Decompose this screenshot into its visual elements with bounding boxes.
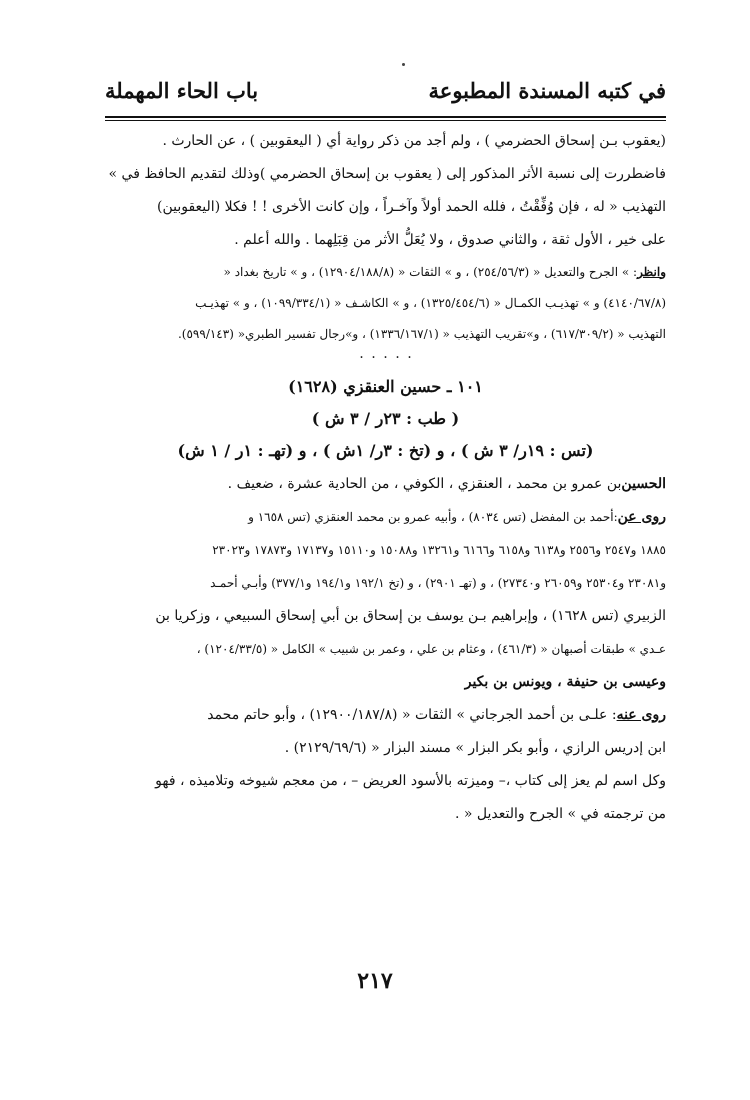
entry-description bbox=[105, 467, 666, 500]
narrated-by-label: روى عنه bbox=[616, 706, 666, 723]
narrated-from-line: الزبيري (تس ١٦٢٨) ، وإبراهيم بـن يوسف بن إسحاق بن أبي إسحاق السبيعي ، وزكريا بن bbox=[155, 607, 666, 624]
closing-line: من ترجمته في » الجرح والتعديل « . bbox=[454, 805, 666, 822]
narrated-from-line: وعيسى بن حنيفة ، ويونس بن بكير bbox=[464, 673, 666, 690]
narrated-from-label: روى عن bbox=[617, 508, 666, 525]
narrated-from-line: ١٨٨٥ و٢٥٤٧ و٢٥٥٦ و٦١٣٨ و٦١٥٨ و٦١٦٦ و١٣٢٦١ و١٥٠٨٨ و١٥١١٠ و١٧١٣٧ و١٧٨٧٣ و٢٣٠٢٣ bbox=[212, 542, 666, 557]
narrated-from-line: و٢٣٠٨١ و٢٥٣٠٤ و٢٦٠٥٩ و٢٧٣٤٠) ، و (تهـ ٢٩٠١) ، و (تخ ١٩٢/١ و١٩٤/١ و٣٧٧/١) وأبـي أحمـد bbox=[210, 575, 666, 590]
references-label: وانظر bbox=[637, 264, 666, 279]
entry-codes-primary: ( طب : ٢٣ر / ٣ ش ) bbox=[311, 409, 460, 428]
intro-line: فاضطررت إلى نسبة الأثر المذكور إلى ( يعقوب بن إسحاق الحضرمي )وذلك لتقديم الحافظ في » bbox=[108, 165, 666, 182]
intro-line: (يعقوب بـن إسحاق الحضرمي ) ، ولم أجد من ذكر رواية أي ( اليعقوبين ) ، عن الحارث . bbox=[162, 132, 666, 149]
intro-line: التهذيب « له ، فإن وُفِّقْتُ ، فلله الحمد أولاً وآخـراً ، وإن كانت الأخرى ! ! فكلا (اليعقوبين) bbox=[157, 198, 666, 215]
narrated-by-line: ابن إدريس الرازي ، وأبو بكر البزار » مسند البزار « (٢١٢٩/٦٩/٦) . bbox=[284, 739, 666, 756]
references-text: : » الجرح والتعديل « (٢٥٤/٥٦/٣) ، و » الثقات « (١٢٩٠٤/١٨٨/٨) ، و » تاريخ بغداد « bbox=[223, 264, 638, 279]
entry-title: ١٠١ ـ حسين العنقزي (١٦٢٨) bbox=[288, 377, 483, 396]
narrated-by-line bbox=[105, 698, 666, 731]
page-body bbox=[105, 124, 666, 830]
references-line: (٤١٤٠/٦٧/٨) و » تهذيـب الكمـال « (١٣٢٥/٤٥٤/٦) ، و » الكاشـف « (١٠٩٩/٣٣٤/١) ، و » تهذيـب bbox=[195, 295, 666, 310]
header-book-title: في كتبه المسندة المطبوعة bbox=[428, 78, 666, 103]
intro-line: على خير ، الأول ثقة ، والثاني صدوق ، ولا يُعَلُّ الأثر من قِبَلِهما . والله أعلم . bbox=[234, 231, 666, 248]
header-chapter-title: باب الحاء المهملة bbox=[105, 78, 259, 103]
page-header bbox=[105, 78, 666, 114]
page-number: ٢١٧ bbox=[357, 968, 393, 994]
narrated-from-line: عـدي » طبقات أصبهان « (٤٦١/٣) ، وعثام بن علي ، وعمر بن شبيب » الكامل « (١٢٠٤/٣٣/٥) ، bbox=[196, 641, 666, 656]
closing-line: وكل اسم لم يعز إلى كتاب ،– وميزته بالأسود العريض – ، من معجم شيوخه وتلاميذه ، فهو bbox=[155, 772, 666, 789]
narrated-by-text: : علـى بن أحمد الجرجاني » الثقات « (١٢٩٠٠/١٨٧/٨) ، وأبو حاتم محمد bbox=[207, 706, 617, 723]
narrated-from-line bbox=[105, 500, 666, 533]
entry-name: الحسين bbox=[621, 475, 666, 492]
narrated-from-text: :أحمد بن المفضل (تس ٨٠٣٤) ، وأبيه عمرو بن محمد العنقزي (تس ١٦٥٨ و bbox=[248, 509, 618, 524]
references-line: التهذيب « (٦١٧/٣٠٩/٢) ، و»تقريب التهذيب « (١٣٣٦/١٦٧/١) ، و»رجال تفسير الطبري« (٥٩٩/١٤٣). bbox=[177, 326, 666, 341]
references-line bbox=[105, 256, 666, 287]
header-rule-thin bbox=[105, 120, 666, 121]
entry-desc-text: بن عمرو بن محمد ، العنقزي ، الكوفي ، من الحادية عشرة ، ضعيف . bbox=[227, 475, 622, 492]
header-rule-thick bbox=[105, 116, 666, 118]
page-dot bbox=[402, 63, 405, 66]
section-separator: ٠ ٠ ٠ ٠ ٠ bbox=[357, 349, 414, 365]
entry-codes-secondary: (تس : ١٩ر/ ٣ ش ) ، و (تخ : ٣ر/ ١ش ) ، و (تهـ : ١ر / ١ ش) bbox=[177, 441, 594, 460]
